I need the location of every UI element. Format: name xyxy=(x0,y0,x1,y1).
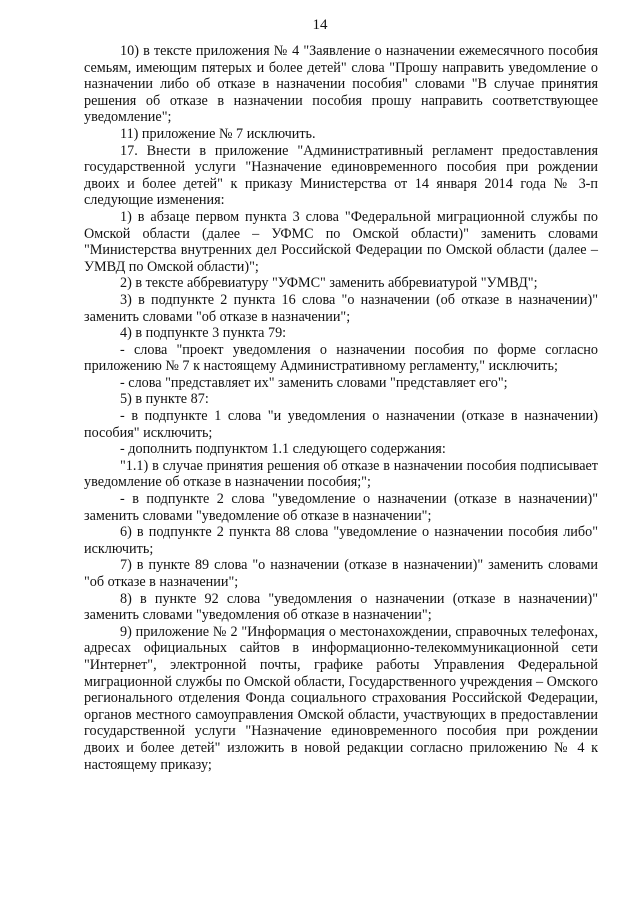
paragraph-sub-6: 6) в подпункте 2 пункта 88 слова "уведомление о назначении пособия либо" исключить; xyxy=(84,524,598,557)
paragraph-sub-5: 5) в пункте 87: xyxy=(120,391,209,408)
paragraph-item-11: 11) приложение № 7 исключить. xyxy=(120,125,316,142)
paragraph-sub-3: 3) в подпункте 2 пункта 16 слова "о назначении (об отказе в назначении)" заменить словами "об отказе в назначении"; xyxy=(84,291,598,325)
paragraph-sub-1: 1) в абзаце первом пункта 3 слова "Федеральной миграционной службы по Омской области (далее – УФМС по Омской области)" заменить словами "Министерства внутренних дел Российской Федерации по Омской области (далее – УМВД по Омской области)"; xyxy=(84,208,598,275)
paragraph-sub-9: 9) приложение № 2 "Информация о местонахождении, справочных телефонах, адресах официальных сайтов в информационно-телекоммуникационной сети "Интернет", электронной почты, графике работы Управления Федеральной миграционной службы по Омской области, Государственного учреждения – Омского регионального отделения Фонда социального страхования Российской Федерации, органов местного самоуправления Омской области, участвующих в предоставлении государственной услуги "Назначение единовременного пособия при рождении двоих и более детей" изложить в новой редакции согласно приложению № 4 к настоящему приказу; xyxy=(84,623,598,773)
paragraph-dash-item: - в подпункте 2 слова "уведомление о назначении (отказе в назначении)" заменить словами "уведомление об отказе в назначении"; xyxy=(84,491,598,524)
paragraph-sub-2: 2) в тексте аббревиатуру "УФМС" заменить аббревиатурой "УМВД"; xyxy=(120,275,538,292)
paragraph-dash-item: - в подпункте 1 слова "и уведомления о назначении (отказе в назначении) пособия" исключить; xyxy=(84,408,598,441)
paragraph-dash-item: - слова "представляет их" заменить словами "представляет его"; xyxy=(120,374,508,391)
page-number: 14 xyxy=(312,17,328,33)
paragraph-dash-item: - дополнить подпунктом 1.1 следующего содержания: xyxy=(120,441,446,458)
paragraph-sub-8: 8) в пункте 92 слова "уведомления о назначении (отказе в назначении)" заменить словами "уведомления об отказе в назначении"; xyxy=(84,590,598,624)
paragraph-quoted-insert: "1.1) в случае принятия решения об отказе в назначении пособия подписывает уведомление об отказе в назначении пособия;"; xyxy=(84,457,598,491)
paragraph-dash-item: - слова "проект уведомления о назначении пособия по форме согласно приложению № 7 к настоящему Административному регламенту," исключить; xyxy=(84,341,598,375)
document-body xyxy=(84,43,598,773)
paragraph-sub-7: 7) в пункте 89 слова "о назначении (отказе в назначении)" заменить словами "об отказе в назначении"; xyxy=(84,557,598,590)
paragraph-sub-4: 4) в подпункте 3 пункта 79: xyxy=(120,325,287,342)
paragraph-item-10: 10) в тексте приложения № 4 "Заявление о назначении ежемесячного пособия семьям, имеющим пятерых и более детей" слова "Прошу направить уведомление о назначении либо об отказе в назначении пособия" словами "В случае принятия решения об отказе в назначении пособия прошу направить соответствующее уведомление"; xyxy=(84,43,598,126)
paragraph-section-17: 17. Внести в приложение "Административный регламент предоставления государственной услуги "Назначение единовременного пособия при рождении двоих и более детей" к приказу Министерства от 14 января 2014 года № 3-п следующие изменения: xyxy=(84,142,598,209)
